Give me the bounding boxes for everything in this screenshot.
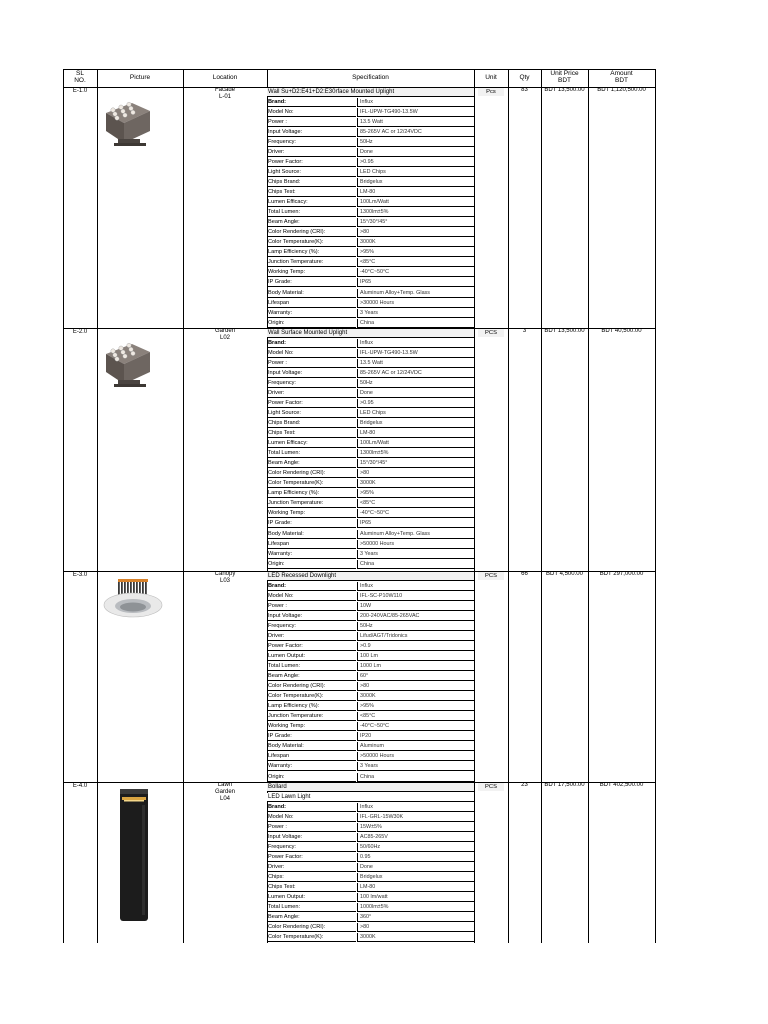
spec-value: 100Lm/Watt xyxy=(357,198,474,207)
spec-label: Lifespan xyxy=(267,752,356,761)
spec-value: IFL-SC-P10W110 xyxy=(357,592,474,601)
spec-label: Lamp Efficiency (%): xyxy=(267,489,356,498)
spec-label: Junction Temperature: xyxy=(267,712,356,721)
spec-value: 13.5 Watt xyxy=(357,359,474,368)
spec-value: Bridgelux xyxy=(357,873,474,882)
spec-value: 1300lm±5% xyxy=(357,208,474,217)
spec-value: >0.95 xyxy=(357,399,474,408)
spec-value: 3 Years xyxy=(357,309,474,318)
spec-value: 15°/30°/45° xyxy=(357,459,474,468)
spec-value: >0.9 xyxy=(357,642,474,651)
spec-value: 0.95 xyxy=(357,853,474,862)
floodlight-photo xyxy=(100,340,156,390)
spec-label: Total Lumen: xyxy=(267,662,356,671)
unit-price-cell: BDT 13,500.00 xyxy=(544,328,585,334)
spec-value: 85-265V AC or 12/24VDC xyxy=(357,369,474,378)
spec-label: Lumen Efficacy: xyxy=(267,439,356,448)
sl-number: E-1.0 xyxy=(72,88,88,94)
spec-value: 50Hz xyxy=(357,622,474,631)
spec-label: Total Lumen: xyxy=(267,903,356,912)
spec-label: Chips Test: xyxy=(267,883,356,892)
spec-value: <85°C xyxy=(357,258,474,267)
spec-value: 85-265V AC or 12/24VDC xyxy=(357,128,474,137)
spec-value: 3000K xyxy=(357,238,474,247)
unit-cell: PCS xyxy=(478,572,504,580)
qty-cell: 23 xyxy=(521,782,528,788)
spec-value: >30000 Hours xyxy=(357,299,474,308)
downlight-photo xyxy=(102,577,164,623)
spec-value: China xyxy=(357,560,474,569)
location-cell: Lawn Garden L04 xyxy=(214,782,235,802)
spec-label: Power : xyxy=(267,359,356,368)
spec-value: 100 lm/watt xyxy=(357,893,474,902)
spec-value: LED Chips xyxy=(357,168,474,177)
table-column-line xyxy=(508,69,509,943)
table-column-line xyxy=(588,69,589,943)
spec-value: 60° xyxy=(357,672,474,681)
spec-label: Body Material: xyxy=(267,530,356,539)
spec-value: Aluminum xyxy=(357,742,474,751)
spec-label: Working Temp: xyxy=(267,509,356,518)
spec-label: Color Temperature(K): xyxy=(267,692,356,701)
spec-value: Aluminum Alloy+Temp. Glass xyxy=(357,289,474,298)
spec-label: Power : xyxy=(267,118,356,127)
spec-label: Model No: xyxy=(267,349,356,358)
spec-title: Wall Surface Mounted Uplight xyxy=(267,329,474,338)
spec-label: Lifespan xyxy=(267,540,356,549)
sl-number: E-4.0 xyxy=(72,783,88,789)
spec-value: LM-80 xyxy=(357,188,474,197)
spec-value: 1000 Lm xyxy=(357,662,474,671)
table-column-line xyxy=(541,69,542,943)
spec-label: Chips Brand: xyxy=(267,178,356,187)
spec-value: LM-80 xyxy=(357,429,474,438)
location-cell: Facade L-01 xyxy=(214,87,235,100)
spec-value: 3000K xyxy=(357,692,474,701)
unit-cell: PCS xyxy=(478,783,504,791)
spec-label: Chips: xyxy=(267,873,356,882)
spec-title: Bollard xyxy=(267,783,474,792)
spec-title: LED Recessed Downlight xyxy=(267,572,474,581)
spec-label: Power Factor: xyxy=(267,642,356,651)
header-picture: Picture xyxy=(129,74,151,81)
qty-cell: 3 xyxy=(522,328,527,334)
spec-value: >95% xyxy=(357,489,474,498)
spec-label: Power Factor: xyxy=(267,853,356,862)
table-column-line xyxy=(655,69,656,943)
spec-label: Model No: xyxy=(267,813,356,822)
spec-value: >0.95 xyxy=(357,158,474,167)
spec-label: Warranty: xyxy=(267,762,356,771)
spec-label: Frequency: xyxy=(267,622,356,631)
spec-value: China xyxy=(357,773,474,782)
spec-label: Brand: xyxy=(267,98,356,107)
spec-value: >80 xyxy=(357,682,474,691)
spec-label: IP Grade: xyxy=(267,732,356,741)
spec-label: Body Material: xyxy=(267,742,356,751)
spec-label: Color Temperature(K): xyxy=(267,933,356,942)
unit-price-cell: BDT 13,500.00 xyxy=(544,87,585,93)
spec-value: AC85-265V xyxy=(357,833,474,842)
spec-value: 13.5 Watt xyxy=(357,118,474,127)
spec-label: Beam Angle: xyxy=(267,672,356,681)
spec-label: Junction Temperature: xyxy=(267,499,356,508)
spec-value: >80 xyxy=(357,923,474,932)
spec-label: Frequency: xyxy=(267,138,356,147)
qty-cell: 83 xyxy=(521,87,528,93)
spec-label: Chips Test: xyxy=(267,429,356,438)
spec-value: >95% xyxy=(357,702,474,711)
amount-cell: BDT 1,120,500.00 xyxy=(597,87,646,93)
spec-label: Input Voltage: xyxy=(267,128,356,137)
spec-value: 3 Years xyxy=(357,762,474,771)
spec-value: Influx xyxy=(357,98,474,107)
spec-value: IP65 xyxy=(357,519,474,528)
spec-value: -40°C~50°C xyxy=(357,509,474,518)
header-amount: Amount BDT xyxy=(610,70,633,84)
spec-label: Frequency: xyxy=(267,843,356,852)
header-unit-price: Unit Price BDT xyxy=(550,70,579,84)
spec-value: IP65 xyxy=(357,278,474,287)
spec-label: Power Factor: xyxy=(267,158,356,167)
spec-label: Power : xyxy=(267,823,356,832)
qty-cell: 66 xyxy=(521,571,528,577)
spec-label: Light Source: xyxy=(267,168,356,177)
spec-label: Origin: xyxy=(267,773,356,782)
spec-label: Color Temperature(K): xyxy=(267,479,356,488)
spec-label: Power : xyxy=(267,602,356,611)
unit-cell: PCS xyxy=(478,329,504,337)
spec-label: Working Temp: xyxy=(267,722,356,731)
spec-value: 15W±5% xyxy=(357,823,474,832)
spec-value: 360° xyxy=(357,913,474,922)
table-column-line xyxy=(183,69,184,943)
spec-label: Lamp Efficiency (%): xyxy=(267,702,356,711)
floodlight-photo xyxy=(100,99,156,149)
header-qty: Qty xyxy=(519,74,530,81)
spec-value: 1000lm±5% xyxy=(357,903,474,912)
spec-value: 3 Years xyxy=(357,550,474,559)
spec-label: Input Voltage: xyxy=(267,833,356,842)
spec-value: 50Hz xyxy=(357,138,474,147)
spec-value: Done xyxy=(357,148,474,157)
spec-label: Body Material: xyxy=(267,289,356,298)
amount-cell: BDT 297,000.00 xyxy=(599,571,644,577)
spec-value: 3000K xyxy=(357,933,474,942)
spec-value: -40°C~50°C xyxy=(357,268,474,277)
spec-label: Working Temp: xyxy=(267,268,356,277)
spec-value: Done xyxy=(357,389,474,398)
spec-label: Chips Brand: xyxy=(267,419,356,428)
unit-cell: Pcs xyxy=(478,88,504,96)
spec-value: 10W xyxy=(357,602,474,611)
spec-label: Beam Angle: xyxy=(267,913,356,922)
spec-label: Lifespan xyxy=(267,299,356,308)
spec-value: Aluminum Alloy+Temp. Glass xyxy=(357,530,474,539)
spec-label: Total Lumen: xyxy=(267,449,356,458)
location-cell: Garden L02 xyxy=(214,328,235,341)
spec-value: >95% xyxy=(357,248,474,257)
spec-label: Input Voltage: xyxy=(267,612,356,621)
spec-value: 50/60Hz xyxy=(357,843,474,852)
spec-label: Origin: xyxy=(267,319,356,328)
spec-value: 200-240VAC/85-265VAC xyxy=(357,612,474,621)
spec-value: IFL-UPW-TG490-13.5W xyxy=(357,108,474,117)
spec-value: 15°/30°/45° xyxy=(357,218,474,227)
spec-label: Junction Temperature: xyxy=(267,258,356,267)
spec-value: -40°C~50°C xyxy=(357,722,474,731)
spec-label: Driver: xyxy=(267,863,356,872)
table-column-line xyxy=(63,69,64,943)
spec-label: Lumen Output: xyxy=(267,893,356,902)
spec-label: Color Temperature(K): xyxy=(267,238,356,247)
spec-value: Bridgelux xyxy=(357,419,474,428)
spec-value: IP20 xyxy=(357,732,474,741)
header-unit: Unit xyxy=(485,74,497,81)
bollard-photo xyxy=(114,785,154,925)
spec-label: Driver: xyxy=(267,632,356,641)
spec-label: Lumen Efficacy: xyxy=(267,198,356,207)
spec-label: Color Rendering (CRI): xyxy=(267,228,356,237)
spec-label: Color Rendering (CRI): xyxy=(267,923,356,932)
spec-value: Influx xyxy=(357,582,474,591)
spec-label: IP Grade: xyxy=(267,519,356,528)
spec-value: IFL-GRL-15W30K xyxy=(357,813,474,822)
spec-label: Lumen Output: xyxy=(267,652,356,661)
spec-value: Influx xyxy=(357,339,474,348)
spec-label: Beam Angle: xyxy=(267,218,356,227)
amount-cell: BDT 40,500.00 xyxy=(601,328,642,334)
spec-label: IP Grade: xyxy=(267,278,356,287)
spec-value: 1300lm±5% xyxy=(357,449,474,458)
spec-label: Power Factor: xyxy=(267,399,356,408)
spec-label: Brand: xyxy=(267,803,356,812)
spec-value: Lifud/AGT/Tridonics xyxy=(357,632,474,641)
spec-label: Color Rendering (CRI): xyxy=(267,469,356,478)
table-column-line xyxy=(97,69,98,943)
spec-label: Beam Angle: xyxy=(267,459,356,468)
spec-value: 50Hz xyxy=(357,379,474,388)
spec-value: >50000 Hours xyxy=(357,752,474,761)
spec-label: Light Source: xyxy=(267,409,356,418)
spec-label: Total Lumen: xyxy=(267,208,356,217)
spec-label: Origin: xyxy=(267,560,356,569)
header-specification: Specification xyxy=(352,74,389,81)
spec-value: Influx xyxy=(357,803,474,812)
table-column-line xyxy=(474,69,475,943)
spec-label: Model No: xyxy=(267,592,356,601)
sl-number: E-3.0 xyxy=(72,572,88,578)
spec-value: >50000 Hours xyxy=(357,540,474,549)
spec-label: Driver: xyxy=(267,389,356,398)
amount-cell: BDT 402,500.00 xyxy=(599,782,644,788)
spec-subtitle: LED Lawn Light xyxy=(267,793,474,802)
header-sl-no: SL NO. xyxy=(74,70,86,84)
spec-label: Chips Test: xyxy=(267,188,356,197)
unit-price-cell: BDT 4,500.00 xyxy=(546,571,583,577)
spec-value: Bridgelux xyxy=(357,178,474,187)
unit-price-cell: BDT 17,500.00 xyxy=(544,782,585,788)
sl-number: E-2.0 xyxy=(72,329,88,335)
spec-label: Brand: xyxy=(267,339,356,348)
spec-label: Warranty: xyxy=(267,309,356,318)
spec-value: IFL-UPW-TG490-13.5W xyxy=(357,349,474,358)
spec-label: Input Voltage: xyxy=(267,369,356,378)
location-cell: Canopy L03 xyxy=(214,571,236,584)
spec-value: 100 Lm xyxy=(357,652,474,661)
spec-label: Lamp Efficiency (%): xyxy=(267,248,356,257)
spec-label: Color Rendering (CRI): xyxy=(267,682,356,691)
spec-label: Driver: xyxy=(267,148,356,157)
spec-label: Brand: xyxy=(267,582,356,591)
spec-value: <85°C xyxy=(357,499,474,508)
spec-title: Wall Su+D2:E41+D2:E30rface Mounted Uplight xyxy=(267,88,474,97)
spec-value: Done xyxy=(357,863,474,872)
spec-value: >80 xyxy=(357,228,474,237)
spec-label: Frequency: xyxy=(267,379,356,388)
header-location: Location xyxy=(212,74,238,81)
spec-label: Warranty: xyxy=(267,550,356,559)
spec-value: <85°C xyxy=(357,712,474,721)
spec-value: LED Chips xyxy=(357,409,474,418)
spec-value: >80 xyxy=(357,469,474,478)
spec-value: 100Lm/Watt xyxy=(357,439,474,448)
spec-label: Model No: xyxy=(267,108,356,117)
spec-value: China xyxy=(357,319,474,328)
spec-value: LM-80 xyxy=(357,883,474,892)
spec-value: 3000K xyxy=(357,479,474,488)
